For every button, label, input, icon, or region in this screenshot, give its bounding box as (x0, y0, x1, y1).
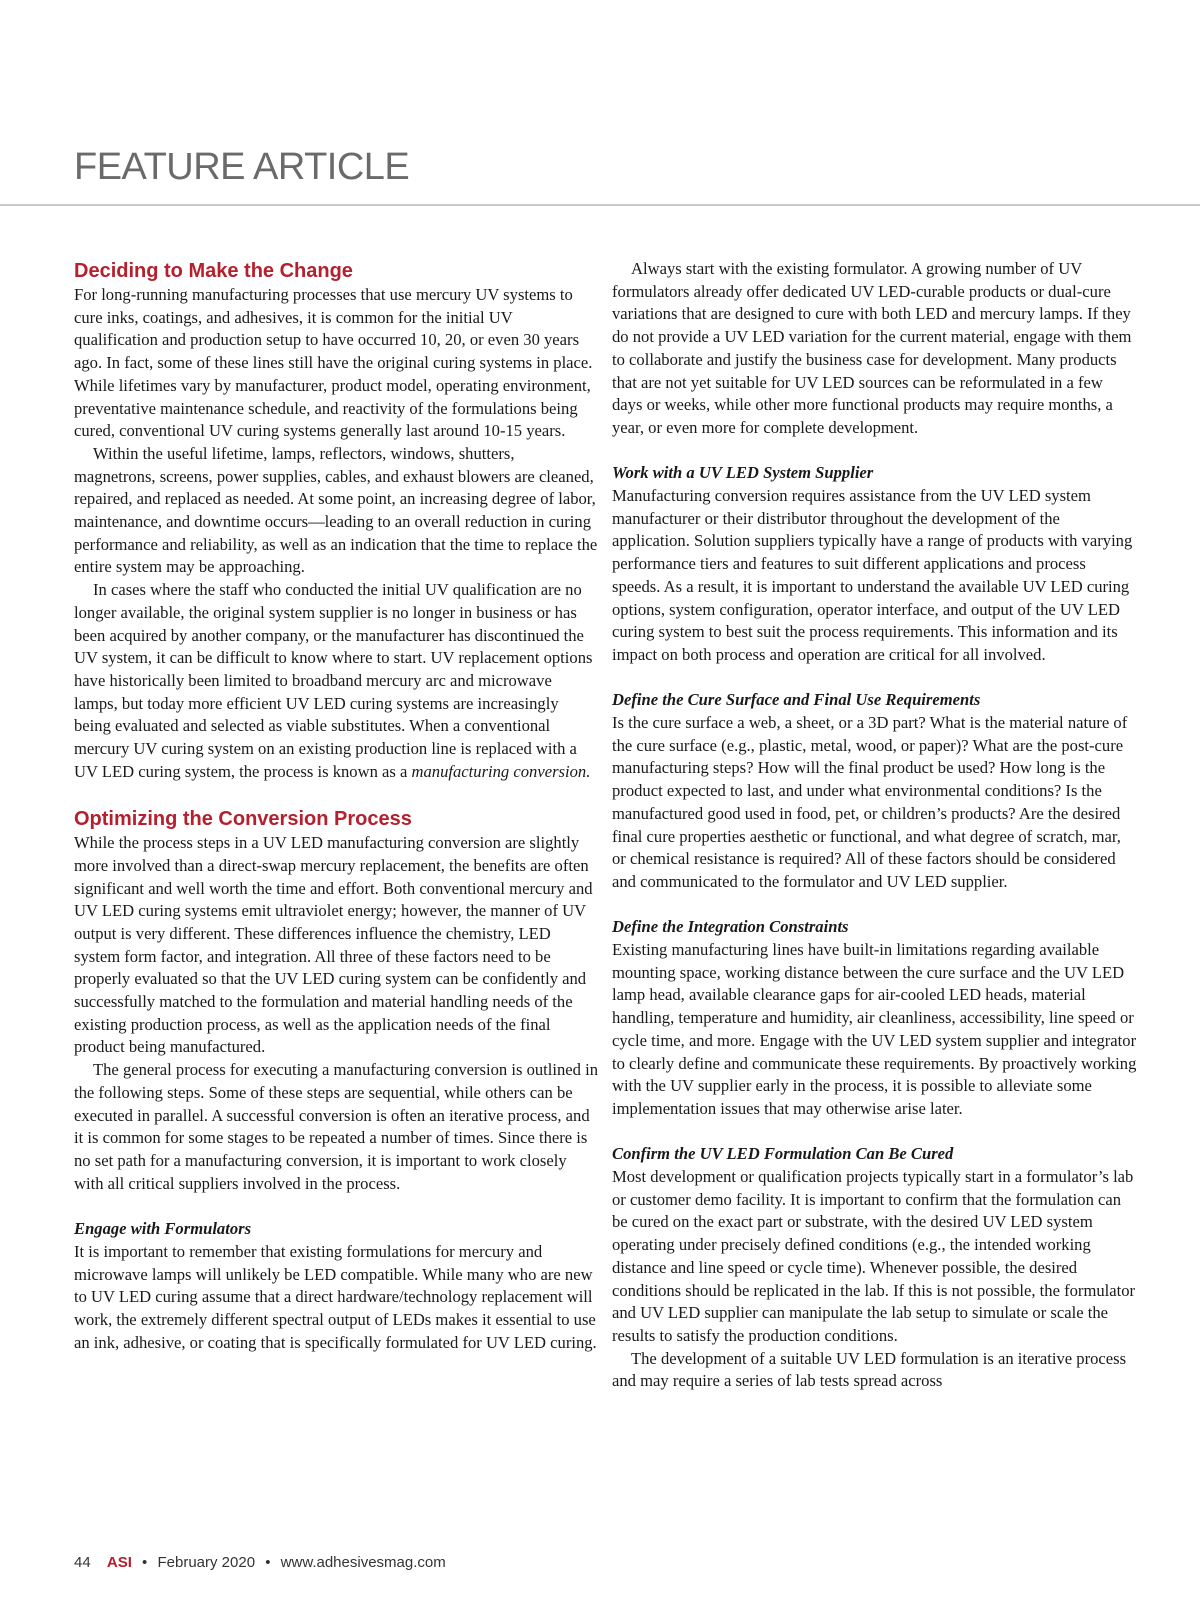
website-link[interactable]: www.adhesivesmag.com (280, 1554, 446, 1571)
page-footer (74, 1554, 446, 1571)
subheading-engage-formulators: Engage with Formulators (74, 1219, 252, 1239)
paragraph: Within the useful lifetime, lamps, reflectors, windows, shutters, magnetrons, screens, power supplies, cables, and exhaust blowers are cleaned, repaired, and replaced as needed. At some point, an increasing degree of labor, maintenance, and downtime occurs—leading to an overall reduction in curing performance and reliability, as well as an indication that the time to replace the entire system may be approaching. (74, 443, 598, 577)
paragraph: Manufacturing conversion requires assistance from the UV LED system manufacturer or their distributor throughout the development of the application. Solution suppliers typically have a range of products with varying performance tiers and features to suit different applications and process speeds. As a result, it is important to understand the available UV LED curing options, system configuration, operator interface, and output of the UV LED curing system to best suit the process requirements. This information and its impact on both process and operation are critical for all involved. (612, 486, 1133, 664)
section-heading-deciding: Deciding to Make the Change (74, 260, 353, 282)
bullet-separator: • (142, 1554, 148, 1571)
paragraph: The development of a suitable UV LED formulation is an iterative process and may require a series of lab tests spread across (612, 1348, 1127, 1391)
bullet-separator: • (265, 1554, 271, 1571)
section-title: FEATURE ARTICLE (74, 146, 410, 188)
left-column (74, 258, 599, 1354)
header-divider (0, 204, 1200, 206)
magazine-name: ASI (106, 1554, 132, 1571)
paragraph: For long-running manufacturing processes that use mercury UV systems to cure inks, coatings, and adhesives, it is common for the initial UV qualification and production setup to have occurred 10, 20, or even 30 years ago. In fact, some of these lines still have the original curing systems in place. While lifetimes vary by manufacturer, product model, operating environment, preventative maintenance schedule, and reactivity of the formulations being cured, conventional UV curing systems generally last around 10-15 years. (74, 285, 593, 441)
section-heading-optimizing: Optimizing the Conversion Process (74, 808, 412, 831)
paragraph-text: In cases where the staff who conducted the initial UV qualification are no longer available, the original system supplier is no longer in business or has been acquired by another company, or the manufacturer has discontinued the UV system, it can be difficult to know where to start. UV replacement options have historically been limited to broadband mercury arc and microwave lamps, but today more efficient UV LED curing systems are increasingly being evaluated and selected as viable substitutes. When a conventional mercury UV curing system on an existing production line is replaced with a UV LED curing system, the process is known as a (74, 580, 593, 781)
paragraph: Existing manufacturing lines have built-in limitations regarding available mounting space, working distance between the cure surface and the UV LED lamp head, available clearance gaps for air-cooled LED heads, material handling, temperature and humidity, air cleanliness, accessibility, line speed or cycle time, and more. Engage with the UV LED system supplier and integrator to clearly define and communicate these requirements. By proactively working with the UV supplier early in the process, it is possible to alleviate some implementation issues that may otherwise arise later. (612, 940, 1137, 1118)
page-number: 44 (74, 1554, 91, 1571)
subheading-cure-surface: Define the Cure Surface and Final Use Requirements (612, 690, 981, 710)
subheading-confirm-formulation: Confirm the UV LED Formulation Can Be Cured (612, 1144, 954, 1164)
paragraph: The general process for executing a manufacturing conversion is outlined in the following steps. Some of these steps are sequential, while others can be executed in parallel. A successful conversion is often an iterative process, and it is common for some stages to be repeated a number of times. Since there is no set path for a manufacturing conversion, it is important to work closely with all critical suppliers involved in the process. (74, 1060, 599, 1193)
paragraph: Most development or qualification projects typically start in a formulator’s lab or customer demo facility. It is important to confirm that the formulation can be cured on the exact part or substrate, with the desired UV LED system operating under precisely defined conditions (e.g., the intended working distance and line speed or cycle time). Whenever possible, the desired conditions should be replicated in the lab. If this is not possible, the formulator and UV LED supplier can manipulate the lab setup to simulate or scale the results to satisfy the production conditions. (612, 1167, 1136, 1345)
subheading-system-supplier: Work with a UV LED System Supplier (612, 463, 874, 483)
italic-term: manufacturing conversion. (411, 761, 591, 781)
paragraph: While the process steps in a UV LED manufacturing conversion are slightly more involved than a direct-swap mercury replacement, the benefits are often significant and well worth the time and effort. Both conventional mercury and UV LED curing systems emit ultraviolet energy; however, the manner of UV output is very different. These differences influence the chemistry, LED system form factor, and integration. All three of these factors need to be properly evaluated so that the UV LED curing system can be confidently and successfully matched to the formulation and material handling needs of the existing production process, as well as the application needs of the final product being manufactured. (74, 833, 593, 1057)
subheading-integration-constraints: Define the Integration Constraints (612, 917, 849, 937)
paragraph: It is important to remember that existing formulations for mercury and microwave lamps will unlikely be LED compatible. While many who are new to UV LED curing assume that a direct hardware/technology replacement will work, the extremely different spectral output of LEDs makes it essential to use an ink, adhesive, or coating that is specifically formulated for UV LED curing. (74, 1241, 597, 1352)
right-column (612, 258, 1137, 1393)
paragraph (74, 579, 599, 783)
paragraph: Is the cure surface a web, a sheet, or a 3D part? What is the material nature of the cure surface (e.g., plastic, metal, wood, or paper)? What are the post-cure manufacturing steps? How will the final product be used? How long is the product expected to last, and under what environmental conditions? Is the manufactured good used in food, pet, or children’s products? Are the desired final cure properties aesthetic or functional, and what degree of scratch, mar, or chemical resistance is required? All of these factors should be considered and communicated to the formulator and UV LED supplier. (612, 713, 1128, 891)
issue-date: February 2020 (157, 1554, 256, 1571)
paragraph: Always start with the existing formulator. A growing number of UV formulators already offer dedicated UV LED-curable products or dual-cure variations that are designed to cure with both LED and mercury lamps. If they do not provide a UV LED variation for the current material, engage with them to collaborate and justify the business case for development. Many products that are not yet suitable for UV LED sources can be reformulated in a few days or weeks, while other more functional products may require months, a year, or even more for complete development. (612, 259, 1132, 437)
